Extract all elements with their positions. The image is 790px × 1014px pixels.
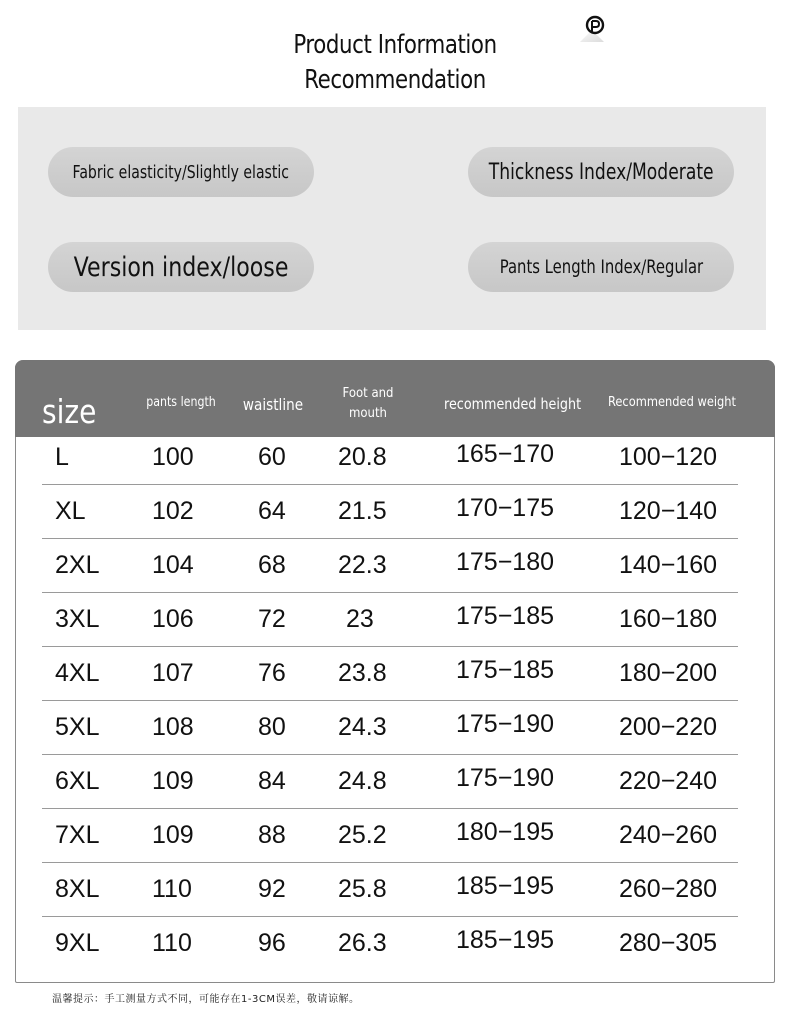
thickness-index-badge xyxy=(468,147,734,197)
size-cell: 2XL xyxy=(55,551,100,579)
waistline-cell: 80 xyxy=(258,713,286,741)
table-row xyxy=(40,863,738,917)
table-row xyxy=(40,647,738,701)
recommended-height-cell: 175−190 xyxy=(456,764,555,792)
table-row xyxy=(40,701,738,755)
recommended-height-cell: 175−185 xyxy=(456,656,555,684)
table-row xyxy=(40,485,738,539)
pants-length-index-label: Pants Length Index/Regular xyxy=(499,256,703,278)
waistline-cell: 76 xyxy=(258,659,286,687)
version-index-label: Version index/loose xyxy=(73,251,289,283)
column-header-pants-length: pants length xyxy=(146,395,216,410)
size-cell: L xyxy=(55,443,69,471)
foot-mouth-cell: 21.5 xyxy=(338,497,387,525)
foot-mouth-cell: 24.3 xyxy=(338,713,387,741)
foot-mouth-cell: 23 xyxy=(346,605,374,633)
size-cell: XL xyxy=(55,497,86,525)
waistline-cell: 60 xyxy=(258,443,286,471)
table-row xyxy=(40,539,738,593)
brand-logo-icon xyxy=(578,12,614,48)
thickness-index-label: Thickness Index/Moderate xyxy=(488,159,714,185)
foot-mouth-cell: 20.8 xyxy=(338,443,387,471)
table-row xyxy=(40,431,738,485)
recommended-weight-cell: 280−305 xyxy=(619,929,718,957)
recommended-weight-cell: 120−140 xyxy=(619,497,718,525)
page-title xyxy=(71,28,719,98)
foot-mouth-cell: 24.8 xyxy=(338,767,387,795)
size-cell: 7XL xyxy=(55,821,100,849)
pants-length-cell: 110 xyxy=(152,929,192,957)
column-header-recommended-height: recommended height xyxy=(444,395,582,413)
recommended-height-cell: 175−185 xyxy=(456,602,555,630)
size-cell: 6XL xyxy=(55,767,100,795)
recommended-height-cell: 170−175 xyxy=(456,494,555,522)
page-title-line-1: Product Information xyxy=(293,30,497,60)
fabric-elasticity-label: Fabric elasticity/Slightly elastic xyxy=(72,161,290,183)
foot-mouth-cell: 25.2 xyxy=(338,821,387,849)
waistline-cell: 92 xyxy=(258,875,286,903)
recommended-weight-cell: 240−260 xyxy=(619,821,718,849)
pants-length-cell: 104 xyxy=(152,551,194,579)
waistline-cell: 84 xyxy=(258,767,286,795)
measurement-footnote: 温馨提示：手工测量方式不同，可能存在1-3CM误差，敬请谅解。 xyxy=(52,994,360,1005)
recommended-weight-cell: 220−240 xyxy=(619,767,718,795)
recommended-weight-cell: 160−180 xyxy=(619,605,718,633)
recommended-weight-cell: 200−220 xyxy=(619,713,718,741)
column-header-foot-and-mouth: Foot and mouth xyxy=(342,386,394,421)
column-header-recommended-weight: Recommended weight xyxy=(607,395,737,410)
recommended-weight-cell: 260−280 xyxy=(619,875,718,903)
recommended-height-cell: 165−170 xyxy=(456,440,555,468)
pants-length-cell: 107 xyxy=(152,659,194,687)
pants-length-cell: 108 xyxy=(152,713,194,741)
pants-length-cell: 106 xyxy=(152,605,194,633)
recommended-height-cell: 180−195 xyxy=(456,818,555,846)
waistline-cell: 72 xyxy=(258,605,286,633)
pants-length-cell: 100 xyxy=(152,443,194,471)
column-header-size: size xyxy=(42,392,97,431)
recommended-height-cell: 175−180 xyxy=(456,548,555,576)
recommended-height-cell: 185−195 xyxy=(456,872,555,900)
size-cell: 3XL xyxy=(55,605,100,633)
pants-length-cell: 109 xyxy=(152,821,194,849)
recommended-weight-cell: 140−160 xyxy=(619,551,718,579)
foot-mouth-cell: 25.8 xyxy=(338,875,387,903)
recommended-weight-cell: 100−120 xyxy=(619,443,718,471)
waistline-cell: 68 xyxy=(258,551,286,579)
pants-length-index-badge xyxy=(468,242,734,292)
waistline-cell: 88 xyxy=(258,821,286,849)
pants-length-cell: 102 xyxy=(152,497,194,525)
column-header-waistline: waistline xyxy=(242,395,304,414)
table-row xyxy=(40,755,738,809)
foot-mouth-cell: 26.3 xyxy=(338,929,387,957)
recommended-weight-cell: 180−200 xyxy=(619,659,718,687)
fabric-elasticity-badge xyxy=(48,147,314,197)
waistline-cell: 96 xyxy=(258,929,286,957)
foot-mouth-cell: 22.3 xyxy=(338,551,387,579)
page-title-line-2: Recommendation xyxy=(304,65,486,95)
pants-length-cell: 110 xyxy=(152,875,192,903)
size-cell: 4XL xyxy=(55,659,100,687)
size-cell: 8XL xyxy=(55,875,100,903)
pants-length-cell: 109 xyxy=(152,767,194,795)
attribute-panel xyxy=(18,107,766,330)
recommended-height-cell: 175−190 xyxy=(456,710,555,738)
table-row xyxy=(40,809,738,863)
version-index-badge xyxy=(48,242,314,292)
table-row xyxy=(40,917,738,971)
table-row xyxy=(40,593,738,647)
foot-mouth-cell: 23.8 xyxy=(338,659,387,687)
recommended-height-cell: 185−195 xyxy=(456,926,555,954)
size-cell: 5XL xyxy=(55,713,100,741)
size-cell: 9XL xyxy=(55,929,100,957)
waistline-cell: 64 xyxy=(258,497,286,525)
